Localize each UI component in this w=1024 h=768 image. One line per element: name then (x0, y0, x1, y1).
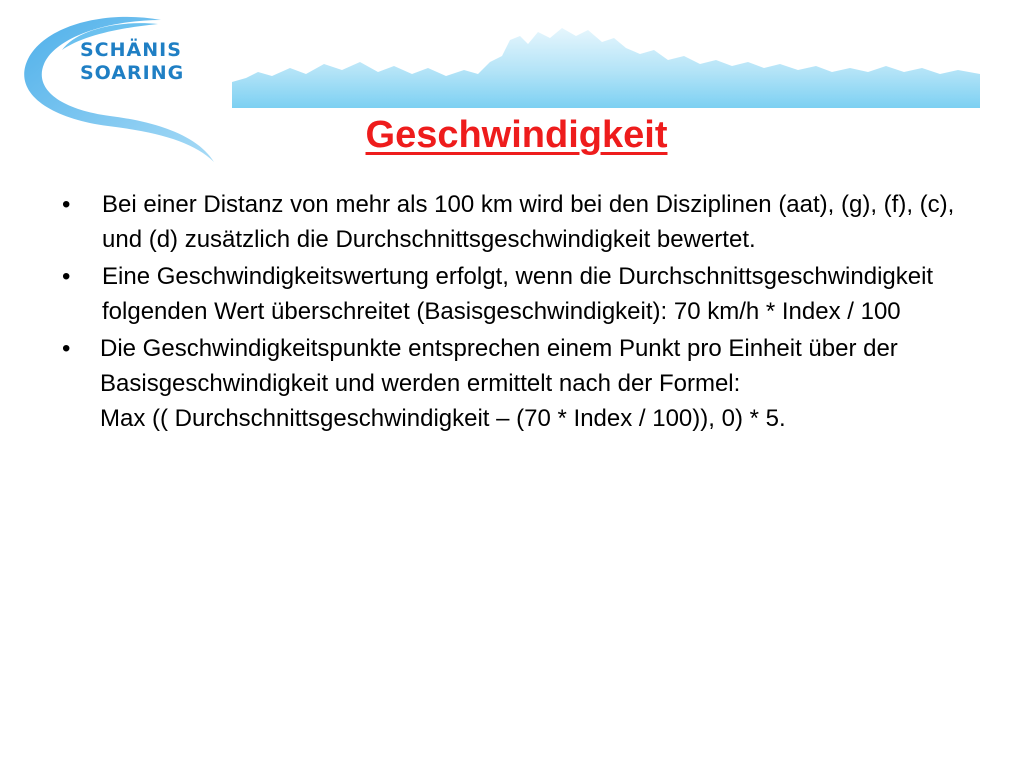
bullet-text: Die Geschwindigkeitspunkte entsprechen einem Punkt pro Einheit über der Basisgeschwindigkeit und werden ermittelt nach der Formel: (100, 335, 898, 397)
formula-text: Max (( Durchschnittsgeschwindigkeit – (70 * Index / 100)), 0) * 5. (100, 405, 786, 432)
list-item (60, 331, 960, 436)
bullet-icon: • (62, 335, 71, 362)
bullet-list (60, 187, 960, 438)
bullet-text: Eine Geschwindigkeitswertung erfolgt, wenn die Durchschnittsgeschwindigkeit folgenden Wert überschreitet (Basisgeschwindigkeit): 70 km/h * Index / 100 (102, 263, 934, 325)
page-title: Geschwindigkeit (365, 114, 668, 156)
bullet-icon: • (62, 263, 71, 290)
bullet-text: Bei einer Distanz von mehr als 100 km wird bei den Disziplinen (aat), (g), (f), (c), und (d) zusätzlich die Durchschnittsgeschwindigkeit bewertet. (102, 191, 955, 253)
list-item (60, 187, 960, 257)
logo-line1: SCHÄNIS (80, 39, 182, 61)
mountain-banner (232, 22, 980, 108)
list-item (60, 259, 960, 329)
mountain-silhouette (232, 22, 980, 108)
logo-line2: SOARING (80, 62, 185, 84)
bullet-icon: • (62, 191, 71, 218)
